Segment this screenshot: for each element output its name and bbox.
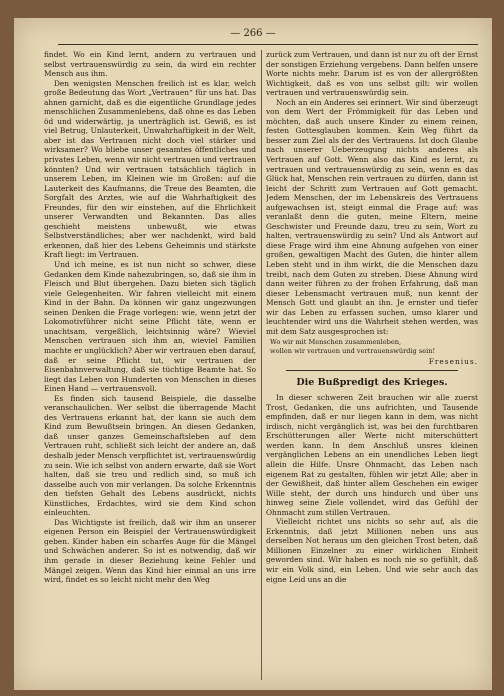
header-rule (58, 44, 478, 45)
right-column (266, 50, 478, 682)
section-divider (286, 370, 458, 371)
section-title: Die Bußpredigt des Krieges. (296, 377, 448, 389)
paragraph: zurück zum Vertrauen, und dann ist nur zu oft der Ernst der sonstigen Erziehung vergebens. Dann helfen unsere Worte nichts mehr. Darum ist es von der allergrößten Wichtigkeit, daß es von uns selbst gilt: wir wollen vertrauen und vertrauenswürdig sein. (266, 50, 478, 98)
paragraph: Noch an ein Anderes sei erinnert. Wir sind überzeugt von dem Wert der Frömmigkeit für das Leben und möchten, daß auch unsere Kinder zu einem reinen, festen Gottesglauben kommen. Kein Weg führt da besser zum Ziel als der des Vertrauens. Ist doch Glaube nach unserer Ueberzeugung nichts anderes als Vertrauen auf Gott. Wenn also das Kind es lernt, zu vertrauen und vertrauenswürdig zu sein, wenn es das Glück hat, Menschen rein vertrauen zu dürfen, dann ist leicht der Schritt zum Vertrauen auf Gott gemacht. Jedem Menschen, der im Lebenskreis des Vertrauens aufgewachsen ist, steigt einmal die Frage auf: was veranlaßt denn die guten, meine Eltern, meine Geschwister und Freunde dazu, treu zu sein, Wort zu halten, vertrauenswürdig zu sein? Und als Antwort auf diese Frage wird ihm eine Ahnung aufgehen von einer großen, gewaltigen Macht des Guten, die hinter allem Leben steht und in ihm wirkt, die die Menschen dazu treibt, nach dem Guten zu streben. Diese Ahnung wird dann weiter führen zu der frohen Erfahrung, daß man dieser Lebensmacht vertrauen muß, nun kennt der Mensch Gott und glaubt an ihn. Je ernster und tiefer wir das Leben zu erfassen suchen, umso klarer und leuchtender wird uns die Wahrheit stehen werden, was mit dem Satz ausgesprochen ist: (266, 97, 478, 336)
paragraph: In dieser schweren Zeit brauchen wir alle zuerst Trost, Gedanken, die uns aufrichten, und Tausende empfinden, daß er nur liegen kann in dem, was nicht irdisch, nicht vergänglich ist, was bei den furchtbaren Erschütterungen aller Werte nicht miterschüttert werden kann. In dem Anschluß unsres kleinen vergänglichen Lebens an ein unendliches Leben liegt allein die Hilfe. Unsre Ohnmacht, das Leben nach eigenem Rat zu gestalten, fühlen wir jetzt Alle; aber in der Gewißheit, daß hinter allem Geschehen ein ewiger Wille steht, der durch uns hindurch und über uns hinweg seine Ziele vollendet, wird das Gefühl der Ohnmacht zum stillen Vertrauen. (266, 393, 478, 517)
paragraph: Das Wichtigste ist freilich, daß wir ihm an unserer eigenen Person ein Beispiel der Vertrauenswürdigkeit geben. Kinder haben ein scharfes Auge für die Mängel und Schwächen anderer. So ist es notwendig, daß wir ihm gerade in dieser Beziehung keine Fehler und Mängel zeigen. Wenn das Kind hier einmal an uns irre wird, findet es so leicht nicht mehr den Weg (44, 517, 256, 585)
author-signature: Fresenius. (428, 356, 478, 366)
book-page (14, 18, 492, 690)
paragraph: Vielleicht richtet uns nichts so sehr auf, als die Erkenntnis, daß jetzt Millionen neben uns aus derselben Not heraus um den gleichen Trost beten, daß Millionen Einzelner zu einer wirklichen Einheit geworden sind. Wir haben es noch nie so gefühlt, daß wir ein Volk sind, ein Leben. Und wie sehr auch das eigne Leid uns an die (266, 517, 478, 584)
paragraph: Es finden sich tausend Beispiele, die dasselbe veranschaulichen. Wer selbst die überragende Macht des Vertrauens erkannt hat, der kann sie auch dem Kind zum Bewußtsein bringen. An diesen Gedanken, daß unser ganzes Gemeinschaftsleben auf dem Vertrauen ruht, schließt sich leicht der andere an, daß deshalb jeder Mensch verpflichtet ist, vertrauenswürdig zu sein. Wie ich selbst von andern erwarte, daß sie Wort halten, daß sie treu und redlich sind, so muß ich dasselbe auch von mir verlangen. Da solche Erkenntnis den tiefsten Gehalt des Lebens ausdrückt, nichts Künstliches, Erdachtes, wird sie dem Kind schon einleuchten. (44, 393, 256, 518)
paragraph: Den wenigsten Menschen freilich ist es klar, welch große Bedeutung das Wort „Vertrauen“ für uns hat. Das ahnen garnicht, daß es die eigentliche Grundlage jedes menschlichen Zusammenlebens, daß ohne es das Leben öd und widerwärtig, ja unerträglich ist. Gewiß, es ist viel Betrug, Unlauterkeit, Unwahrhaftigkeit in der Welt, aber ist das Vertrauen nicht doch viel stärker und wirksamer? Wo bliebe unser gesamtes öffentliches und privates Leben, wenn wir nicht vertrauen und vertrauen könnten? Und wir vertrauen tatsächlich täglich in unserem Leben, im Kleinen wie im Großen: auf die Lauterkeit des Kaufmanns, die Treue des Beamten, die Sorgfalt des Arztes, wie auf die Wahrhaftigkeit des Freundes, für den wir einstehen, auf die Ehrlichkeit unserer Verwandten und Bekannten. Das alles geschieht meistens unbewußt, wie etwas Selbstverständliches; aber wer nachdenkt, wird bald erkennen, daß hier des Lebens Geheimnis und stärkste Kraft liegt: im Vertrauen. (44, 78, 256, 260)
left-column (44, 50, 256, 682)
quote-line: wollen wir vertrauen und vertrauenswürdig sein! (270, 347, 436, 355)
quote-block (270, 338, 478, 355)
page-number: — 266 — (230, 28, 276, 39)
paragraph: findet. Wo ein Kind lernt, andern zu vertrauen und selbst vertrauenswürdig zu sein, da wird ein rechter Mensch aus ihm. (44, 50, 256, 79)
paragraph: Und ich meine, es ist nun nicht so schwer, diese Gedanken dem Kinde nahezubringen, so, daß sie ihm in Fleisch und Blut übergehen. Dazu bieten sich täglich viele Gelegenheiten. Wir fahren vielleicht mit einem Kind in der Bahn. Da können wir ganz ungezwungen seinen Denken die Frage vorlegen: wie, wenn jetzt der Lokomotivführer nicht seine Pflicht täte, wenn er unachtsam, vergeßlich, leichtsinnig wäre? Wieviel Menschen vertrauen sich ihm an, wieviel Familien machte er unglücklich? Aber wir vertrauen eben darauf, daß er seine Pflicht tut, wir vertrauen der Eisenbahnverwaltung, daß sie tüchtige Beamte hat. So liegt das Leben von Hunderten von Menschen in dieses Einen Hand — vertrauensvoll. (44, 260, 256, 394)
quote-line: Wo wir mit Menschen zusammenleben, (270, 338, 402, 347)
column-divider (261, 50, 262, 680)
